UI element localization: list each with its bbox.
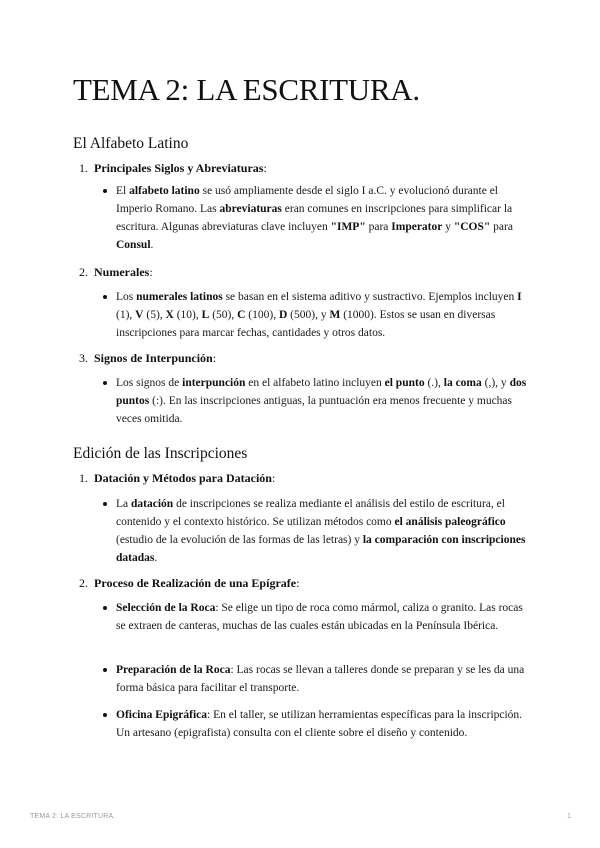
bold-term: "IMP" [330, 221, 366, 233]
page-title: TEMA 2: LA ESCRITURA. [73, 72, 420, 107]
text-run: para [490, 221, 513, 233]
bold-term: alfabeto latino [129, 185, 200, 197]
section-heading-edicion: Edición de las Inscripciones [73, 445, 248, 462]
text-run: y [442, 221, 454, 233]
text-run: se basan en el sistema aditivo y sustractivo. Ejemplos incluyen [222, 291, 518, 303]
text-run: . [154, 552, 158, 564]
numbered-item: 2. Proceso de Realización de una Epígrafe: [79, 576, 300, 590]
bullet-icon [103, 502, 107, 506]
bold-term: el punto [384, 377, 425, 389]
bold-term: "COS" [453, 221, 491, 233]
text-run: (500), y [287, 309, 330, 321]
text-run: Los [116, 291, 137, 303]
bullet-paragraph [116, 495, 528, 567]
text-run: de inscripciones se realiza mediante el análisis del estilo de escritura, el contenido y el contexto histórico. Se utilizan métodos como [116, 498, 505, 528]
bold-term: Selección de la Roca [116, 602, 216, 614]
bold-term: V [135, 309, 144, 321]
bold-term: la comparación con inscripciones datadas [116, 534, 526, 564]
bold-term: datación [131, 498, 174, 510]
numbered-item: 1. Datación y Métodos para Datación: [79, 471, 276, 485]
bold-term: X [165, 309, 174, 321]
bullet-paragraph [116, 706, 528, 742]
text-run: El [116, 185, 130, 197]
text-run: : En el taller, se utilizan herramientas específicas para la inscripción. Un artesano (epigrafista) consulta con el cliente sobre el diseño y contenido. [116, 709, 523, 739]
text-run: (100), [245, 309, 279, 321]
bold-term: L [201, 309, 210, 321]
bullet-icon [103, 668, 107, 672]
bullet-paragraph [116, 661, 528, 697]
bold-term: Consul [116, 239, 151, 251]
text-run: (.), [424, 377, 444, 389]
bullet-paragraph [116, 599, 528, 635]
text-run: : Se elige un tipo de roca como mármol, caliza o granito. Las rocas se extraen de canteras, muchas de las cuales están ubicadas en la Península Ibérica. [116, 602, 523, 632]
bold-term: C [237, 309, 246, 321]
bold-term: dos puntos [116, 377, 527, 407]
bullet-icon [103, 713, 107, 717]
text-run: (10), [173, 309, 202, 321]
bold-term: Imperator [391, 221, 443, 233]
bullet-icon [103, 189, 107, 193]
text-run: (estudio de la evolución de las formas de las letras) y [116, 534, 363, 546]
text-run: La [116, 498, 132, 510]
numbered-item: 2. Numerales: [79, 265, 153, 279]
text-run: Los signos de [116, 377, 183, 389]
bold-term: I [517, 291, 522, 303]
bullet-paragraph [116, 288, 528, 342]
bullet-icon [103, 606, 107, 610]
bold-term: Oficina Epigráfica [116, 709, 208, 721]
bold-term: Preparación de la Roca [116, 664, 231, 676]
bold-term: el análisis paleográfico [394, 516, 506, 528]
text-run: . [150, 239, 154, 251]
footer-title: TEMA 2: LA ESCRITURA. [30, 813, 116, 820]
bold-term: M [329, 309, 341, 321]
text-run: (1000). Estos se usan en diversas inscripciones para marcar fechas, cantidades y otros datos. [116, 309, 496, 339]
text-run: (1), [116, 309, 136, 321]
text-run: (,), y [481, 377, 510, 389]
numbered-item: 1. Principales Siglos y Abreviaturas: [79, 161, 267, 175]
bold-term: interpunción [182, 377, 246, 389]
section-heading-alfabeto: El Alfabeto Latino [73, 135, 189, 152]
text-run: (5), [143, 309, 166, 321]
numbered-item: 3. Signos de Interpunción: [79, 351, 217, 365]
text-run: (:). En las inscripciones antiguas, la puntuación era menos frecuente y muchas veces omitida. [116, 395, 513, 425]
bold-term: la coma [443, 377, 482, 389]
bullet-icon [103, 381, 107, 385]
text-run: para [365, 221, 392, 233]
text-run: en el alfabeto latino incluyen [245, 377, 385, 389]
page-number: 1 [567, 813, 571, 820]
bold-term: abreviaturas [219, 203, 282, 215]
bullet-icon [103, 295, 107, 299]
text-run: se usó ampliamente desde el siglo I a.C. y evolucionó durante el Imperio Romano. Las [116, 185, 498, 215]
text-run: (50), [209, 309, 238, 321]
text-run: : Las rocas se llevan a talleres donde se preparan y se les da una forma básica para facilitar el transporte. [116, 664, 525, 694]
bold-term: numerales latinos [136, 291, 223, 303]
bullet-paragraph [116, 374, 528, 428]
text-run: eran comunes en inscripciones para simplificar la escritura. Algunas abreviaturas clave incluyen [116, 203, 513, 233]
bullet-paragraph [116, 182, 528, 254]
bold-term: D [278, 309, 288, 321]
